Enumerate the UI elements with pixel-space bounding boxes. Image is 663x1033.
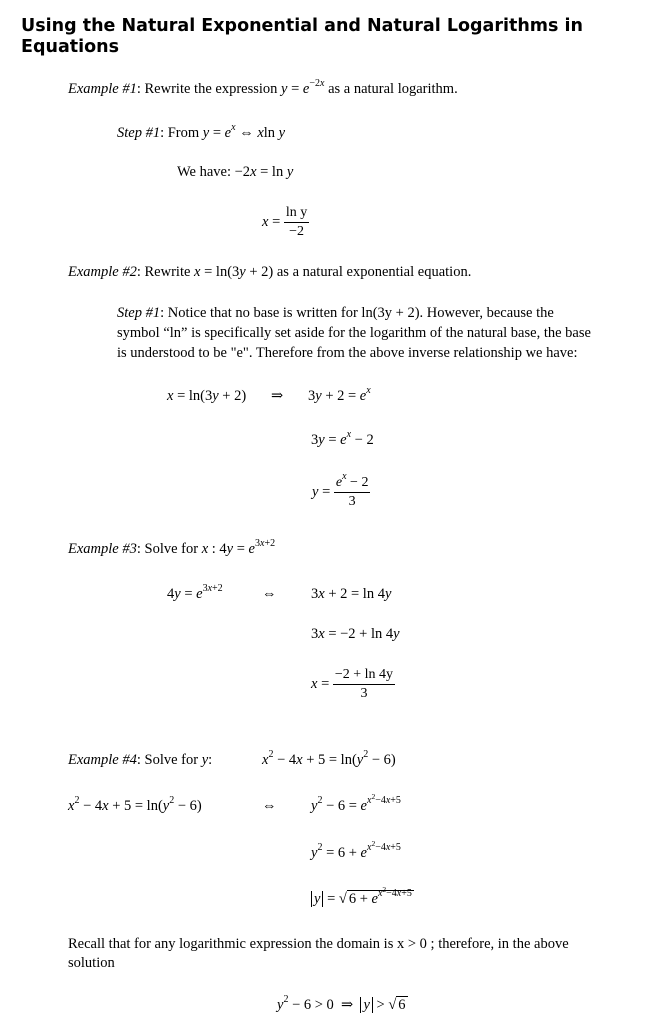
example-1-tail: as a natural logarithm. (324, 81, 458, 97)
example-2-step-1 (117, 303, 647, 363)
step-label: Step #1 (117, 125, 161, 141)
recall-paragraph (68, 935, 648, 973)
example-3-expression: x : $4y = e^{3x+2}$ (201, 538, 276, 557)
example-2-eq-1: $3y + 2 = e^x$ (308, 385, 371, 404)
recall-line-1: Recall that for any logarithmic expression the domain is x > 0 ; therefore, in the above (68, 936, 569, 952)
fraction: $\frac{-2 + \ln 4y}{3}$ (334, 667, 394, 701)
step-text: : From (160, 125, 203, 141)
example-4-label: Example #4 (68, 752, 137, 768)
fraction: $\frac{\text{ln y}}{-2}$ (285, 205, 308, 239)
example-4-eq-2: $y^2 = 6 + e^{x^2-4x+5}$ (311, 839, 401, 861)
example-1-result: x = $\frac{\text{ln y}}{-2}$ (262, 205, 308, 239)
step-paragraph-line-3: is understood to be "e". Therefore from the above inverse relationship we have: (117, 345, 578, 361)
step-paragraph-line-2: symbol “ln” is specifically set aside for the logarithm of the natural base, the base (117, 325, 591, 341)
example-2-eq-3: y = $\frac{e^x - 2}{3}$ (312, 471, 369, 509)
fraction: $\frac{e^x - 2}{3}$ (335, 471, 369, 509)
inverse-relationship: $y = e^x$ ⇔ xln y (202, 122, 286, 141)
step-paragraph-line-1: : Notice that no base is written for ln(3y + 2). However, because the (160, 305, 554, 321)
example-3-statement (68, 538, 276, 557)
step-label: Step #1 (117, 305, 161, 321)
example-4-eq-left: $x^2 - 4x + 5 = \ln(y^2 - 6)$ (68, 795, 202, 814)
example-2-statement (68, 265, 471, 280)
example-3-eq-3: x = $\frac{-2 + \ln 4y}{3}$ (311, 667, 394, 701)
we-have-text: We have: (177, 164, 235, 180)
example-4-expression: $x^2 - 4x + 5 = \ln(y^2 - 6)$ (262, 749, 396, 768)
example-2-eq-2: $3y = e^x - 2$ (311, 429, 374, 448)
we-have-equation: −2x = ln y (234, 164, 294, 180)
example-1-label: Example #1 (68, 81, 137, 97)
example-4-eq-3: y = √ $6 + e^{x^2-4x+5}$ (311, 892, 414, 907)
iff-arrow: ⇔ (262, 798, 277, 814)
implies-arrow: ⇒ (271, 388, 284, 404)
example-3-eq-left: $4y = e^{3x+2}$ (167, 583, 223, 602)
example-4-statement: Example #4: Solve for y: (68, 752, 213, 768)
example-4-eq-1: $y^2 - 6 = e^{x^2-4x+5}$ (311, 792, 401, 814)
example-4-text: : Solve for (136, 752, 202, 768)
page-title: Using the Natural Exponential and Natural Logarithms in Equations (21, 16, 583, 57)
domain-condition: $y^2 - 6 > 0$ ⇒ y > √ 6 (277, 994, 406, 1013)
example-2-eq-left: x = ln(3y + 2) (167, 388, 247, 404)
example-2-text: : Rewrite (136, 264, 195, 280)
example-1-expression: $y = e^{-2x}$ (281, 78, 325, 97)
example-2-tail: as a natural exponential equation. (273, 264, 472, 280)
example-2-label: Example #2 (68, 264, 137, 280)
example-1-we-have (177, 165, 293, 180)
example-1-step-1 (117, 122, 286, 141)
recall-line-2: solution (68, 955, 115, 971)
iff-arrow: ⇔ (262, 586, 277, 602)
example-2-expression: x = ln(3y + 2) (194, 264, 274, 280)
example-3-text: : Solve for (136, 541, 202, 557)
example-1-text: : Rewrite the expression (136, 81, 282, 97)
example-3-label: Example #3 (68, 541, 137, 557)
example-3-eq-1: 3x + 2 = ln 4y (311, 586, 392, 602)
example-3-eq-2: 3x = −2 + ln 4y (311, 626, 400, 642)
example-1-statement (68, 78, 458, 97)
